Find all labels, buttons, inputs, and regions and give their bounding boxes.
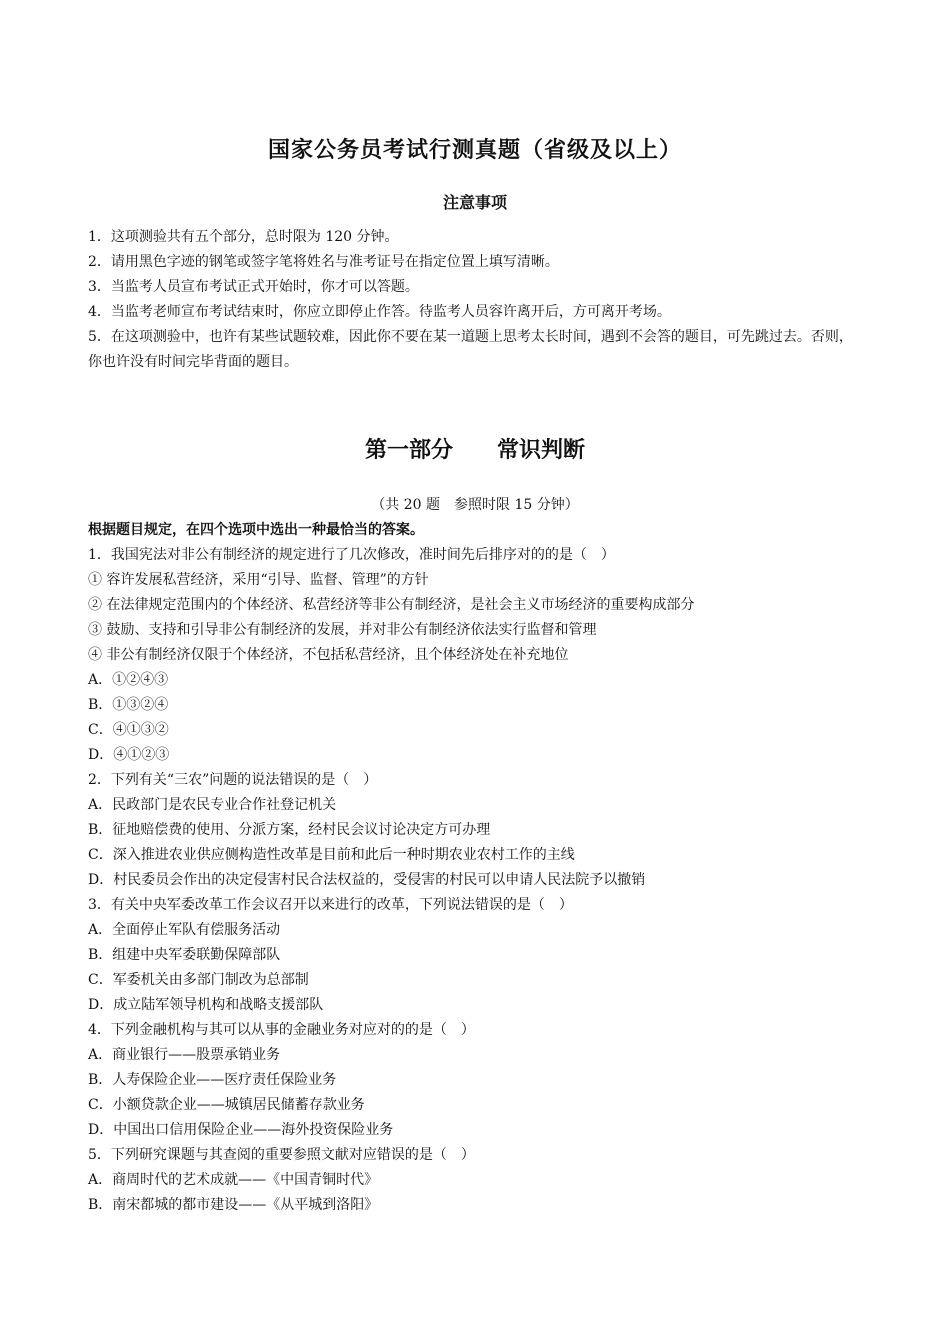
- question-stem: 5．下列研究课题与其查阅的重要参照文献对应错误的是（ ）: [88, 1147, 475, 1163]
- question-list: [88, 518, 863, 1218]
- answer-option: B．南宋都城的都市建设——《从平城到洛阳》: [88, 1197, 379, 1213]
- notice-item: 3．当监考人员宣布考试正式开始时，你才可以答题。: [88, 279, 419, 295]
- notice-item: 4．当监考老师宣布考试结束时，你应立即停止作答。待监考人员容许离开后，方可离开考场。: [88, 304, 671, 320]
- notice-item: 2．请用黑色字迹的钢笔或签字笔将姓名与准考证号在指定位置上填写清晰。: [88, 254, 559, 270]
- answer-option: B．人寿保险企业——医疗责任保险业务: [88, 1072, 337, 1088]
- answer-option: D．中国出口信用保险企业——海外投资保险业务: [88, 1122, 394, 1138]
- question-statement: ① 容许发展私营经济，采用“引导、监督、管理”的方针: [88, 572, 429, 588]
- answer-option: A．商周时代的艺术成就——《中国青铜时代》: [88, 1172, 379, 1188]
- question-statement: ④ 非公有制经济仅限于个体经济，不包括私营经济，且个体经济处在补充地位: [88, 647, 569, 663]
- question-statement: ② 在法律规定范围内的个体经济、私营经济等非公有制经济，是社会主义市场经济的重要构成部分: [88, 597, 695, 613]
- section-instruction: 根据题目规定，在四个选项中选出一种最恰当的答案。: [88, 522, 424, 538]
- answer-option: A．民政部门是农民专业合作社登记机关: [88, 797, 337, 813]
- answer-option: A．商业银行——股票承销业务: [88, 1047, 281, 1063]
- answer-option: A．全面停止军队有偿服务活动: [88, 922, 281, 938]
- section-label: 第一部分: [364, 437, 453, 463]
- page-title: 国家公务员考试行测真题（省级及以上）: [267, 137, 682, 163]
- answer-option: B．征地赔偿费的使用、分派方案，经村民会议讨论决定方可办理: [88, 822, 491, 838]
- notice-item: 5．在这项测验中，也许有某些试题较难，因此你不要在某一道题上思考太长时间，遇到不会答的题目，可先跳过去。否则，你也许没有时间完毕背面的题目。: [88, 329, 853, 370]
- answer-option: C．④①③②: [88, 722, 169, 738]
- question-stem: 3．有关中央军委改革工作会议召开以来进行的改革，下列说法错误的是（ ）: [88, 897, 573, 913]
- answer-option: A．①②④③: [88, 672, 169, 688]
- answer-option: D．村民委员会作出的决定侵害村民合法权益的，受侵害的村民可以申请人民法院予以撤销: [88, 872, 646, 888]
- answer-option: D．成立陆军领导机构和战略支援部队: [88, 997, 324, 1013]
- question-statement: ③ 鼓励、支持和引导非公有制经济的发展，并对非公有制经济依法实行监督和管理: [88, 622, 597, 638]
- section-subtitle: （共 20 题 参照时限 15 分钟）: [371, 497, 579, 513]
- answer-option: B．组建中央军委联勤保障部队: [88, 947, 281, 963]
- answer-option: C．深入推进农业供应侧构造性改革是目前和此后一种时期农业农村工作的主线: [88, 847, 575, 863]
- answer-option: D．④①②③: [88, 747, 170, 763]
- section-name: 常识判断: [497, 437, 586, 463]
- question-stem: 2．下列有关“三农”问题的说法错误的是（ ）: [88, 772, 378, 788]
- answer-option: B．①③②④: [88, 697, 169, 713]
- question-stem: 4．下列金融机构与其可以从事的金融业务对应对的的是（ ）: [88, 1022, 475, 1038]
- notice-list: [88, 225, 863, 375]
- answer-option: C．小额贷款企业——城镇居民储蓄存款业务: [88, 1097, 365, 1113]
- notice-item: 1．这项测验共有五个部分，总时限为 120 分钟。: [88, 229, 399, 245]
- answer-option: C．军委机关由多部门制改为总部制: [88, 972, 309, 988]
- notice-heading: 注意事项: [442, 193, 507, 212]
- section-title: [0, 433, 950, 464]
- question-stem: 1．我国宪法对非公有制经济的规定进行了几次修改，准时间先后排序对的的是（ ）: [88, 547, 615, 563]
